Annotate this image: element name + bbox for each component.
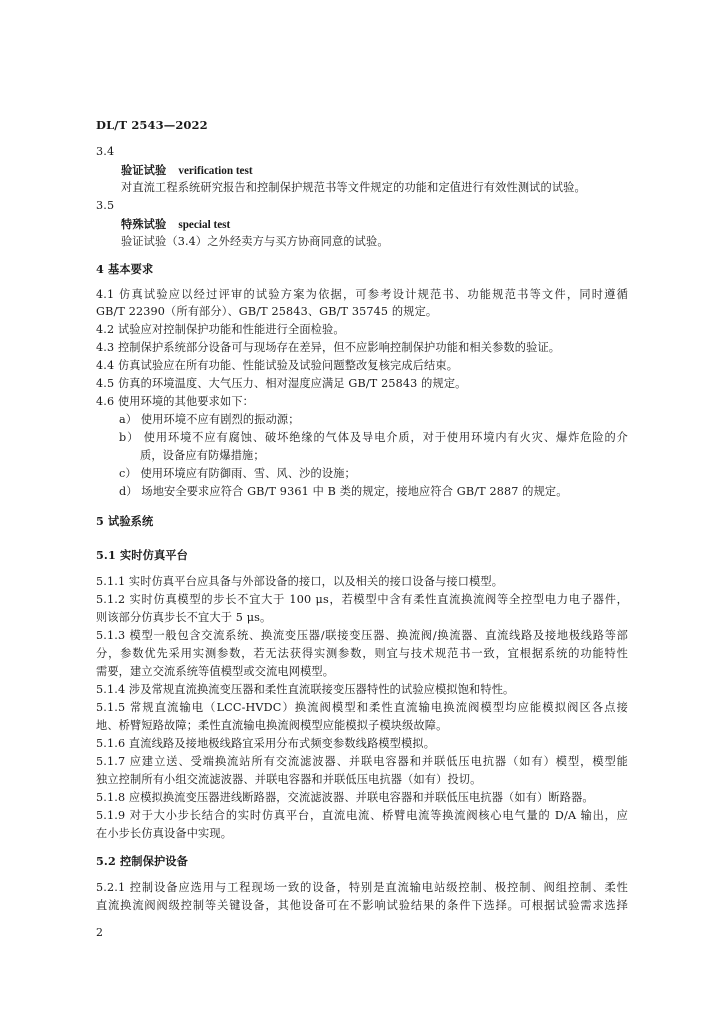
clause-5-1-5-line-1: 5.1.5 常规直流输电（LCC-HVDC）换流阀模型和柔性直流输电换流阀模型均应能模拟阀区各点接	[96, 701, 628, 714]
clause-5-1-2-line-2: 则该部分仿真步长不宜大于 5 μs。	[96, 611, 272, 624]
page-number: 2	[96, 926, 104, 939]
clause-4-1-line-1: 4.1 仿真试验应以经过评审的试验方案为依据，可参考设计规范书、功能规范书等文件，同时遵循	[96, 288, 628, 301]
clause-5-1-3-line-1: 5.1.3 模型一般包含交流系统、换流变压器/联接变压器、换流阀/换流器、直流线路及接地极线路等部	[96, 629, 628, 642]
clause-5-1-2-line-1: 5.1.2 实时仿真模型的步长不宜大于 100 μs，若模型中含有柔性直流换流阀等全控型电力电子器件，	[96, 593, 628, 606]
clause-5-2-1-line-2: 直流换流阀阀级控制等关键设备，其他设备可在不影响试验结果的条件下选择。可根据试验需求选择	[96, 899, 628, 912]
clause-5-1-7-line-1: 5.1.7 应建立送、受端换流站所有交流滤波器、并联电容器和并联低压电抗器（如有）模型，模型能	[96, 755, 628, 768]
clause-5-1-9-line-1: 5.1.9 对于大小步长结合的实时仿真平台，直流电流、桥臂电流等换流阀核心电气量的 D/A 输出，应	[96, 809, 628, 822]
clause-number-3-4: 3.4	[96, 145, 115, 158]
clause-5-1-8: 5.1.8 应模拟换流变压器进线断路器，交流滤波器、并联电容器和并联低压电抗器（如有）断路器。	[96, 791, 594, 804]
clause-5-1-6: 5.1.6 直流线路及接地极线路宜采用分布式频变参数线路模型模拟。	[96, 737, 436, 750]
doc-code-header: DL/T 2543—2022	[96, 118, 208, 132]
definition-3-4: 对直流工程系统研究报告和控制保护规范书等文件规定的功能和定值进行有效性测试的试验。	[121, 181, 586, 194]
list-item-b-line-1: b） 使用环境不应有腐蚀、破坏绝缘的气体及导电介质，对于使用环境内有火灾、爆炸危险的介	[119, 431, 628, 444]
clause-number-3-5: 3.5	[96, 199, 115, 212]
clause-5-1-5-line-2: 地、桥臂短路故障；柔性直流输电换流阀模型应能模拟子模块级故障。	[96, 719, 448, 732]
section-4-title: 4 基本要求	[96, 262, 154, 276]
clause-5-2-1-line-1: 5.2.1 控制设备应选用与工程现场一致的设备，特别是直流输电站级控制、极控制、阀组控制、柔性	[96, 881, 628, 894]
section-5-title: 5 试验系统	[96, 514, 154, 528]
list-item-a: a） 使用环境不应有剧烈的振动源；	[119, 413, 300, 426]
term-zh: 验证试验	[121, 163, 167, 177]
term-en: verification test	[178, 165, 253, 177]
list-item-b-line-2: 质，设备应有防爆措施；	[140, 449, 265, 462]
section-5-2-title: 5.2 控制保护设备	[96, 854, 188, 868]
clause-5-1-4: 5.1.4 涉及常规直流换流变压器和柔性直流联接变压器特性的试验应模拟饱和特性。	[96, 683, 515, 696]
clause-4-4: 4.4 仿真试验应在所有功能、性能试验及试验问题整改复核完成后结束。	[96, 359, 459, 372]
list-item-c: c） 使用环境应有防御雨、雪、风、沙的设施；	[119, 467, 356, 480]
clause-5-1-3-line-2: 分，参数优先采用实测参数，若无法获得实测参数，则宜与技术规范书一致，宜根据系统的功能特性	[96, 647, 628, 660]
clause-4-2: 4.2 试验应对控制保护功能和性能进行全面检验。	[96, 323, 345, 336]
list-item-d: d） 场地安全要求应符合 GB/T 9361 中 B 类的规定，接地应符合 GB/T 2887 的规定。	[119, 485, 568, 498]
clause-5-1-3-line-3: 需要，建立交流系统等值模型或交流电网模型。	[96, 665, 335, 678]
clause-4-3: 4.3 控制保护系统部分设备可与现场存在差异，但不应影响控制保护功能和相关参数的验证。	[96, 341, 561, 354]
section-5-1-title: 5.1 实时仿真平台	[96, 548, 188, 562]
definition-3-5: 验证试验（3.4）之外经卖方与买方协商同意的试验。	[121, 235, 389, 248]
clause-5-1-1: 5.1.1 实时仿真平台应具备与外部设备的接口，以及相关的接口设备与接口模型。	[96, 575, 504, 588]
term-en: special test	[178, 219, 231, 231]
clause-4-6: 4.6 使用环境的其他要求如下：	[96, 395, 254, 408]
clause-4-1-line-2: GB/T 22390（所有部分）、GB/T 25843、GB/T 35745 的规定。	[96, 305, 438, 318]
clause-5-1-7-line-2: 独立控制所有小组交流滤波器、并联电容器和并联低压电抗器（如有）投切。	[96, 773, 482, 786]
clause-5-1-9-line-2: 在小步长仿真设备中实现。	[96, 827, 233, 840]
clause-4-5: 4.5 仿真的环境温度、大气压力、相对湿度应满足 GB/T 25843 的规定。	[96, 377, 467, 390]
term-3-5	[121, 216, 230, 233]
term-3-4	[121, 162, 253, 179]
term-zh: 特殊试验	[121, 217, 167, 231]
